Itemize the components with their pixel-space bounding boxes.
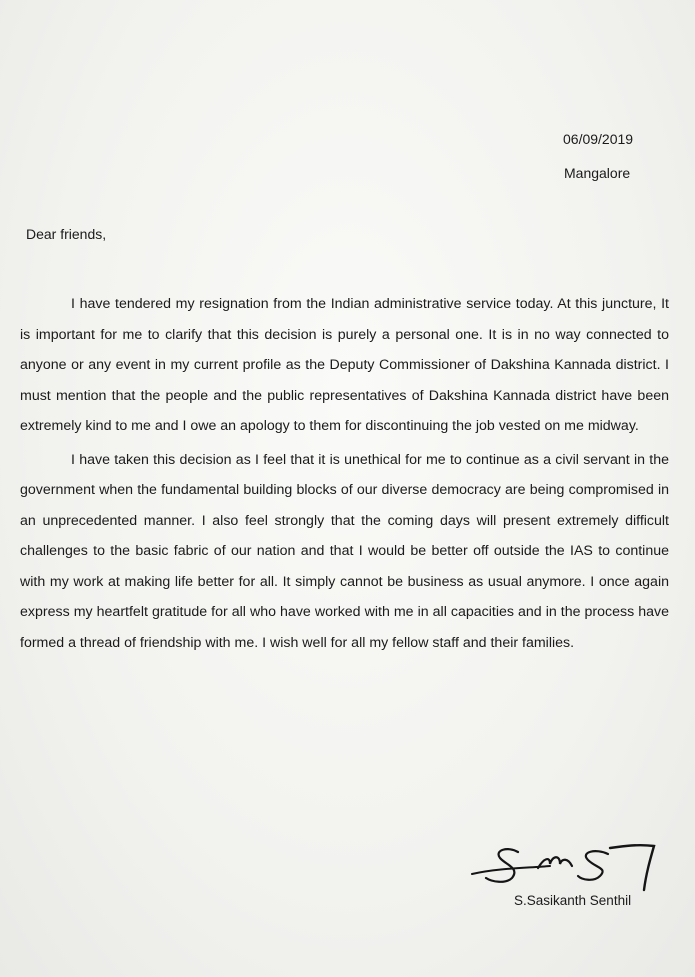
handwritten-signature xyxy=(468,838,668,894)
date-place-block xyxy=(563,122,633,190)
paragraph-2: I have taken this decision as I feel that it is unethical for me to continue as a civil servant in the government when the fundamental building blocks of our diverse democracy are being compromised in an unprecedented manner. I also feel strongly that the coming days will present extremely difficult challenges to the basic fabric of our nation and that I would be better off outside the IAS to continue with my work at making life better for all. It simply cannot be business as usual anymore. I once again express my heartfelt gratitude for all who have worked with me in all capacities and in the process have formed a thread of friendship with me. I wish well for all my fellow staff and their families. xyxy=(20,451,669,651)
letter-body xyxy=(20,289,669,661)
paragraph-1: I have tendered my resignation from the Indian administrative service today. At this juncture, It is important for me to clarify that this decision is purely a personal one. It is in no way connected to anyone or any event in my current profile as the Deputy Commissioner of Dakshina Kannada district. I must mention that the people and the public representatives of Dakshina Kannada district have been extremely kind to me and I owe an apology to them for discontinuing the job vested on me midway. xyxy=(20,296,669,434)
letter-place: Mangalore xyxy=(564,165,631,181)
signatory-name: S.Sasikanth Senthil xyxy=(514,893,632,908)
letter-date: 06/09/2019 xyxy=(563,131,634,147)
salutation: Dear friends, xyxy=(26,226,107,242)
